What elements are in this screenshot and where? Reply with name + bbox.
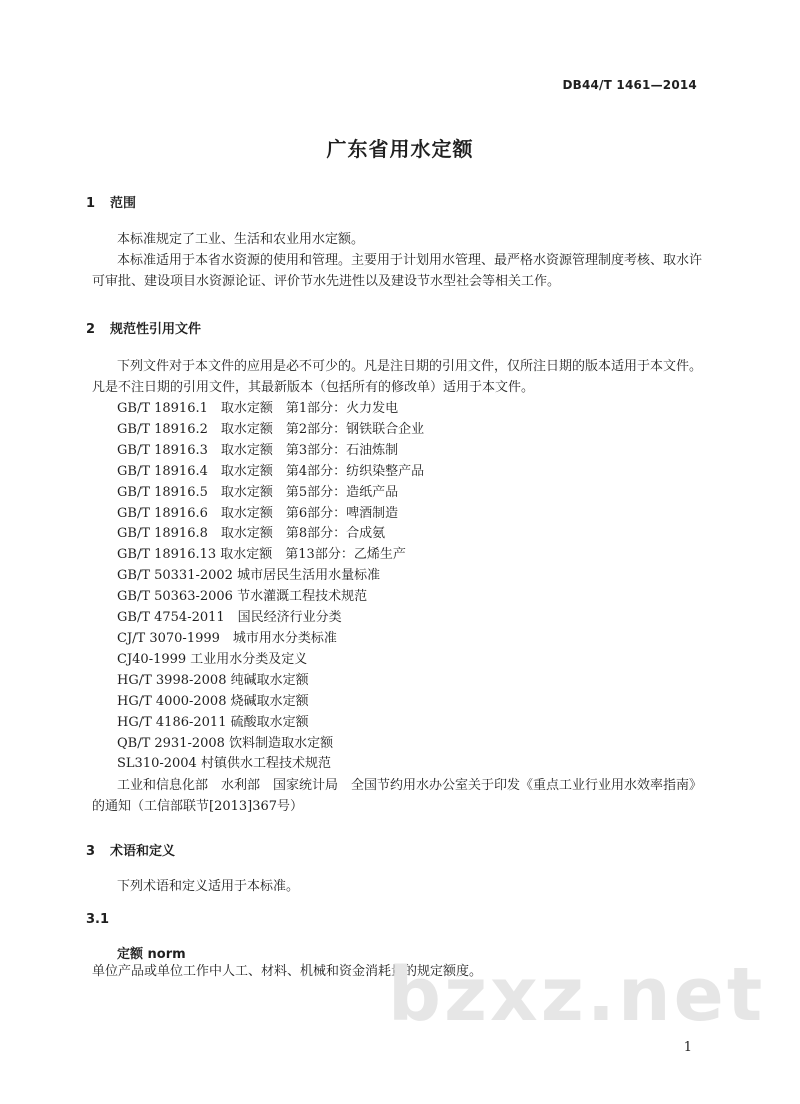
list-item: GB/T 18916.6 取水定额 第6部分：啤酒制造 — [117, 505, 399, 521]
document-code: DB44/T 1461—2014 — [562, 78, 697, 92]
list-item: GB/T 50331-2002 城市居民生活用水量标准 — [117, 568, 381, 584]
paragraph: 下列文件对于本文件的应用是必不可少的。凡是注日期的引用文件，仅所注日期的版本适用于本文件。凡是不注日期的引用文件，其最新版本（包括所有的修改单）适用于本文件。 — [92, 359, 703, 395]
list-item: HG/T 4186-2011 硫酸取水定额 — [117, 714, 309, 730]
list-item: GB/T 18916.1 取水定额 第1部分：火力发电 — [117, 401, 399, 416]
list-item: CJ/T 3070-1999 城市用水分类标准 — [117, 630, 337, 646]
list-item: GB/T 18916.2 取水定额 第2部分：钢铁联合企业 — [117, 421, 425, 437]
subsection-number: 3.1 — [86, 912, 110, 927]
section-title: 范围 — [110, 196, 137, 211]
list-item: GB/T 18916.13 取水定额 第13部分：乙烯生产 — [117, 547, 406, 563]
list-item: SL310-2004 村镇供水工程技术规范 — [117, 756, 331, 772]
section-3-heading — [86, 840, 175, 859]
list-item: GB/T 18916.5 取水定额 第5部分：造纸产品 — [117, 484, 399, 500]
section-title: 术语和定义 — [110, 844, 176, 859]
section-2-heading — [86, 318, 201, 337]
section-1-heading — [86, 192, 136, 211]
list-item: GB/T 18916.4 取水定额 第4部分：纺织染整产品 — [117, 463, 425, 479]
section-title: 规范性引用文件 — [110, 322, 202, 337]
section-number: 2 — [86, 322, 96, 337]
section-number: 3 — [86, 844, 96, 859]
list-item: CJ40-1999 工业用水分类及定义 — [117, 651, 308, 667]
term-definition: 单位产品或单位工作中人工、材料、机械和资金消耗量的规定额度。 — [92, 964, 483, 979]
section-number: 1 — [86, 196, 96, 211]
paragraph: 工业和信息化部 水利部 国家统计局 全国节约用水办公室关于印发《重点工业行业用水效率指南》的通知（工信部联节[2013]367号） — [92, 778, 703, 814]
watermark-logo: bzxz.net — [388, 952, 766, 1038]
paragraph: 本标准适用于本省水资源的使用和管理。主要用于计划用水管理、最严格水资源管理制度考核、取水许可审批、建设项目水资源论证、评价节水先进性以及建设节水型社会等相关工作。 — [92, 253, 703, 289]
list-item: GB/T 18916.3 取水定额 第3部分：石油炼制 — [117, 442, 399, 458]
paragraph: 下列术语和定义适用于本标准。 — [117, 879, 300, 894]
term-heading: 定额 norm — [117, 947, 186, 962]
list-item: QB/T 2931-2008 饮料制造取水定额 — [117, 735, 334, 751]
list-item: GB/T 18916.8 取水定额 第8部分：合成氨 — [117, 526, 386, 542]
list-item: HG/T 4000-2008 烧碱取水定额 — [117, 693, 309, 709]
page-number: 1 — [683, 1040, 692, 1055]
paragraph: 本标准规定了工业、生活和农业用水定额。 — [117, 232, 365, 247]
list-item: GB/T 50363-2006 节水灌溉工程技术规范 — [117, 589, 368, 605]
list-item: HG/T 3998-2008 纯碱取水定额 — [117, 672, 309, 688]
list-item: GB/T 4754-2011 国民经济行业分类 — [117, 610, 342, 626]
document-title: 广东省用水定额 — [326, 137, 474, 161]
reference-list — [117, 399, 424, 775]
